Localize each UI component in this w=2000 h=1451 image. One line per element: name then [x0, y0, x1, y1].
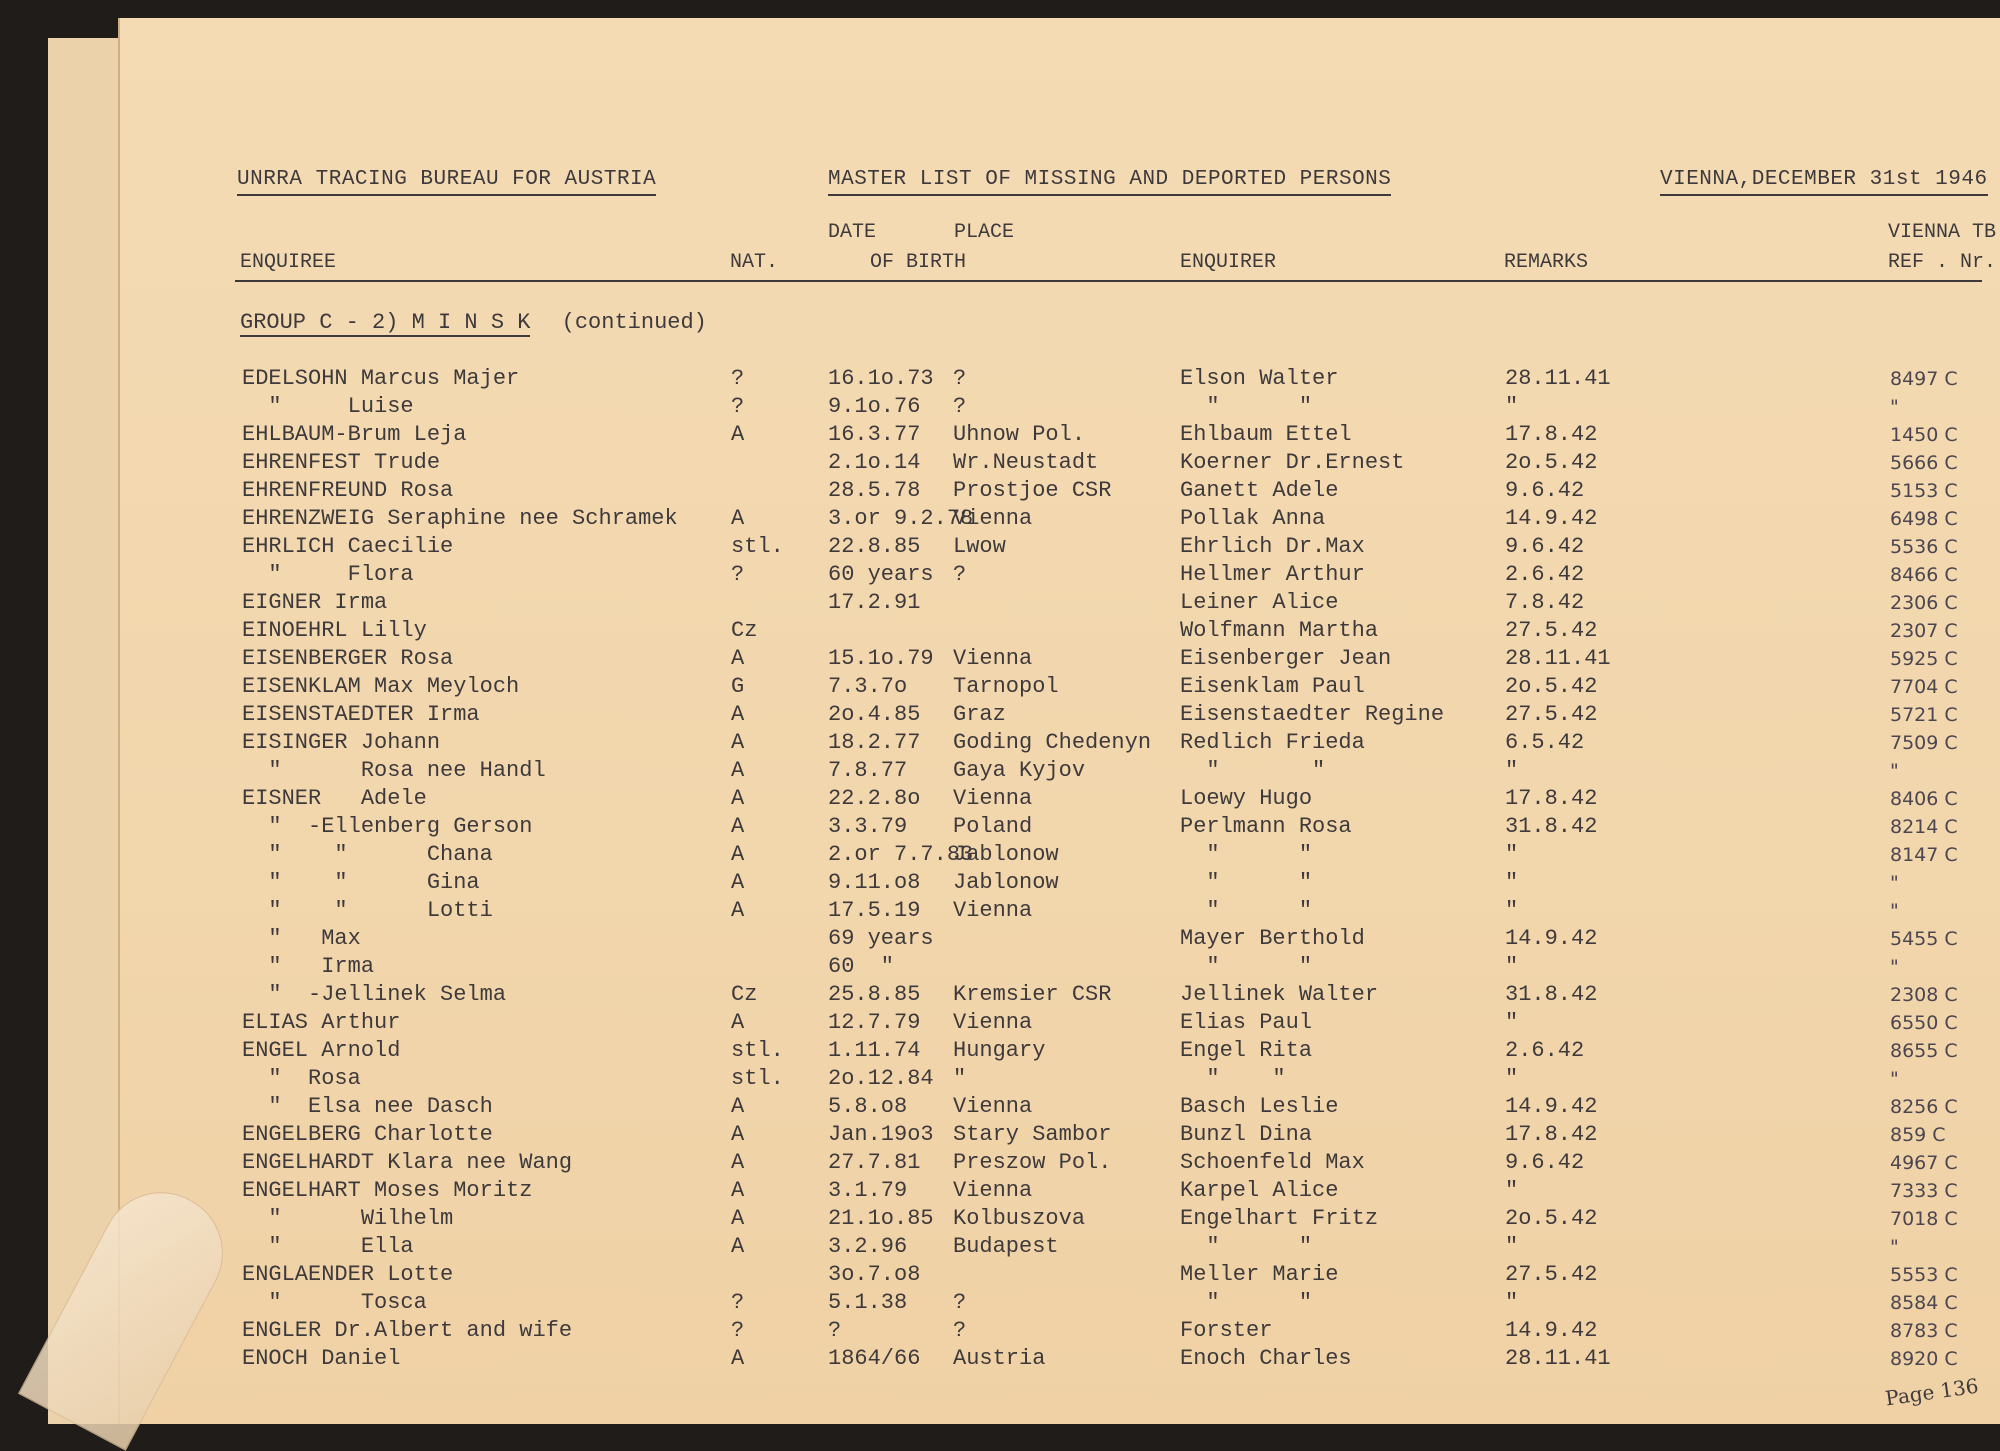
ref-number-cell: 7509 C	[1890, 732, 1958, 754]
remarks-cell: 14.9.42	[1505, 1094, 1598, 1119]
birth-place-cell: ?	[953, 394, 967, 419]
enquirer-cell: Perlmann Rosa	[1180, 814, 1352, 839]
enquiree-cell: " Irma	[242, 954, 375, 979]
birth-place-cell: Austria	[953, 1346, 1046, 1371]
column-ref-1: VIENNA TB	[1888, 221, 1997, 244]
birth-date-cell: 5.1.38	[828, 1290, 908, 1315]
column-of-birth: OF BIRTH	[870, 251, 967, 274]
list-item	[120, 617, 2000, 645]
list-item	[120, 813, 2000, 841]
nationality-cell: stl.	[731, 1038, 784, 1063]
remarks-cell: 31.8.42	[1505, 814, 1598, 839]
enquirer-cell: Forster	[1180, 1318, 1273, 1343]
enquiree-cell: EHRENZWEIG Seraphine nee Schramek	[242, 506, 678, 531]
remarks-cell: 9.6.42	[1505, 478, 1585, 503]
birth-date-cell: 7.3.7o	[828, 674, 908, 699]
enquiree-cell: ENGLAENDER Lotte	[242, 1262, 454, 1287]
birth-date-cell: 2o.12.84	[828, 1066, 934, 1091]
location-date: VIENNA,DECEMBER 31st 1946	[1660, 168, 1988, 191]
remarks-cell: 14.9.42	[1505, 1318, 1598, 1343]
ref-number-cell: 1450 C	[1890, 424, 1958, 446]
nationality-cell: ?	[731, 394, 745, 419]
remarks-cell: 2o.5.42	[1505, 1206, 1598, 1231]
nationality-cell: A	[731, 506, 745, 531]
ref-number-cell: 5925 C	[1890, 648, 1958, 670]
birth-place-cell: Jablonow	[953, 870, 1059, 895]
birth-place-cell: Goding Chedenyn	[953, 730, 1152, 755]
birth-date-cell: 28.5.78	[828, 478, 921, 503]
ref-number-cell: 8783 C	[1890, 1320, 1958, 1342]
remarks-cell: 17.8.42	[1505, 786, 1598, 811]
remarks-cell: "	[1505, 394, 1519, 419]
birth-place-cell: "	[953, 1066, 967, 1091]
ref-number-cell: 2306 C	[1890, 592, 1958, 614]
enquirer-cell: Koerner Dr.Ernest	[1180, 450, 1405, 475]
birth-date-cell: 3.1.79	[828, 1178, 908, 1203]
list-item	[120, 645, 2000, 673]
birth-place-cell: Lwow	[953, 534, 1006, 559]
enquirer-cell: Jellinek Walter	[1180, 982, 1379, 1007]
birth-place-cell: Vienna	[953, 1094, 1033, 1119]
ref-number-cell: "	[1890, 1236, 1899, 1258]
enquirer-cell: Karpel Alice	[1180, 1178, 1339, 1203]
enquirer-cell: Eisenklam Paul	[1180, 674, 1365, 699]
birth-place-cell: Vienna	[953, 1010, 1033, 1035]
birth-place-cell: Vienna	[953, 646, 1033, 671]
nationality-cell: A	[731, 730, 745, 755]
remarks-cell: 14.9.42	[1505, 926, 1598, 951]
enquiree-cell: " " Chana	[242, 842, 493, 867]
birth-place-cell: Prostjoe CSR	[953, 478, 1112, 503]
enquirer-cell: " "	[1180, 842, 1313, 867]
enquirer-cell: Loewy Hugo	[1180, 786, 1313, 811]
birth-date-cell: 17.2.91	[828, 590, 921, 615]
list-item	[120, 561, 2000, 589]
birth-place-cell: Kremsier CSR	[953, 982, 1112, 1007]
birth-date-cell: 18.2.77	[828, 730, 921, 755]
enquiree-cell: EISNER Adele	[242, 786, 427, 811]
birth-date-cell: 17.5.19	[828, 898, 921, 923]
enquirer-cell: " "	[1180, 1290, 1313, 1315]
list-item	[120, 1205, 2000, 1233]
enquirer-cell: Engelhart Fritz	[1180, 1206, 1379, 1231]
enquiree-cell: " " Lotti	[242, 898, 493, 923]
enquiree-cell: " Flora	[242, 562, 414, 587]
nationality-cell: A	[731, 1234, 745, 1259]
ref-number-cell: "	[1890, 396, 1899, 418]
remarks-cell: 27.5.42	[1505, 618, 1598, 643]
remarks-cell: 14.9.42	[1505, 506, 1598, 531]
nationality-cell: A	[731, 1178, 745, 1203]
enquiree-cell: ELIAS Arthur	[242, 1010, 401, 1035]
list-item	[120, 477, 2000, 505]
enquiree-cell: " -Jellinek Selma	[242, 982, 507, 1007]
enquiree-cell: " Luise	[242, 394, 414, 419]
nationality-cell: A	[731, 898, 745, 923]
birth-place-cell: Hungary	[953, 1038, 1046, 1063]
nationality-cell: A	[731, 702, 745, 727]
remarks-cell: 9.6.42	[1505, 1150, 1585, 1175]
remarks-cell: 2.6.42	[1505, 562, 1585, 587]
list-item	[120, 1317, 2000, 1345]
enquiree-cell: " Ella	[242, 1234, 414, 1259]
nationality-cell: A	[731, 1150, 745, 1175]
list-item	[120, 841, 2000, 869]
ref-number-cell: 8147 C	[1890, 844, 1958, 866]
enquiree-cell: EHLBAUM-Brum Leja	[242, 422, 467, 447]
nationality-cell: A	[731, 1094, 745, 1119]
ref-number-cell: 5455 C	[1890, 928, 1958, 950]
birth-place-cell: ?	[953, 366, 967, 391]
enquirer-cell: " "	[1180, 898, 1313, 923]
birth-place-cell: Budapest	[953, 1234, 1059, 1259]
birth-date-cell: 9.11.o8	[828, 870, 921, 895]
remarks-cell: "	[1505, 898, 1519, 923]
enquiree-cell: EDELSOHN Marcus Majer	[242, 366, 520, 391]
birth-date-cell: 9.1o.76	[828, 394, 921, 419]
remarks-cell: 2o.5.42	[1505, 450, 1598, 475]
birth-date-cell: 3o.7.o8	[828, 1262, 921, 1287]
birth-date-cell: 15.1o.79	[828, 646, 934, 671]
enquiree-cell: ENGELBERG Charlotte	[242, 1122, 493, 1147]
birth-date-cell: 5.8.o8	[828, 1094, 908, 1119]
enquirer-cell: Enoch Charles	[1180, 1346, 1352, 1371]
enquirer-cell: Ganett Adele	[1180, 478, 1339, 503]
enquiree-cell: EISINGER Johann	[242, 730, 441, 755]
enquirer-cell: Eisenstaedter Regine	[1180, 702, 1445, 727]
list-item	[120, 393, 2000, 421]
list-item	[120, 1093, 2000, 1121]
enquiree-cell: " Elsa nee Dasch	[242, 1094, 493, 1119]
enquirer-cell: Leiner Alice	[1180, 590, 1339, 615]
enquiree-cell: EHRENFEST Trude	[242, 450, 441, 475]
ref-number-cell: 859 C	[1890, 1124, 1946, 1146]
birth-place-cell: Jablonow	[953, 842, 1059, 867]
birth-date-cell: Jan.19o3	[828, 1122, 934, 1147]
nationality-cell: A	[731, 758, 745, 783]
ref-number-cell: 8466 C	[1890, 564, 1958, 586]
ref-number-cell: 2307 C	[1890, 620, 1958, 642]
list-item	[120, 757, 2000, 785]
ref-number-cell: 7333 C	[1890, 1180, 1958, 1202]
birth-date-cell: 22.8.85	[828, 534, 921, 559]
enquirer-cell: Mayer Berthold	[1180, 926, 1365, 951]
remarks-cell: 31.8.42	[1505, 982, 1598, 1007]
birth-place-cell: Vienna	[953, 506, 1033, 531]
list-item	[120, 1009, 2000, 1037]
enquirer-cell: Pollak Anna	[1180, 506, 1326, 531]
enquiree-cell: ENGELHART Moses Moritz	[242, 1178, 533, 1203]
birth-place-cell: Vienna	[953, 786, 1033, 811]
remarks-cell: 17.8.42	[1505, 1122, 1598, 1147]
list-item	[120, 673, 2000, 701]
nationality-cell: A	[731, 870, 745, 895]
enquiree-cell: " Wilhelm	[242, 1206, 454, 1231]
ref-number-cell: 8584 C	[1890, 1292, 1958, 1314]
enquirer-cell: " "	[1180, 758, 1326, 783]
ref-number-cell: 5721 C	[1890, 704, 1958, 726]
column-enquirer: ENQUIRER	[1180, 251, 1277, 274]
enquirer-cell: Schoenfeld Max	[1180, 1150, 1365, 1175]
birth-date-cell: 12.7.79	[828, 1010, 921, 1035]
enquiree-cell: " Tosca	[242, 1290, 427, 1315]
birth-date-cell: 16.3.77	[828, 422, 921, 447]
birth-place-cell: Vienna	[953, 1178, 1033, 1203]
remarks-cell: 28.11.41	[1505, 646, 1611, 671]
remarks-cell: 27.5.42	[1505, 1262, 1598, 1287]
list-item	[120, 589, 2000, 617]
enquirer-cell: " "	[1180, 394, 1313, 419]
remarks-cell: 9.6.42	[1505, 534, 1585, 559]
birth-place-cell: Gaya Kyjov	[953, 758, 1086, 783]
column-ref-2: REF . Nr.	[1888, 251, 1997, 274]
ref-number-cell: 8406 C	[1890, 788, 1958, 810]
enquirer-cell: Elson Walter	[1180, 366, 1339, 391]
birth-date-cell: 1864/66	[828, 1346, 921, 1371]
remarks-cell: "	[1505, 954, 1519, 979]
ref-number-cell: 5536 C	[1890, 536, 1958, 558]
list-item	[120, 1065, 2000, 1093]
birth-date-cell: 60 years	[828, 562, 934, 587]
birth-place-cell: Tarnopol	[953, 674, 1059, 699]
enquirer-cell: Engel Rita	[1180, 1038, 1313, 1063]
ref-number-cell: 8497 C	[1890, 368, 1958, 390]
nationality-cell: ?	[731, 1290, 745, 1315]
enquiree-cell: ENOCH Daniel	[242, 1346, 401, 1371]
nationality-cell: Cz	[731, 618, 758, 643]
nationality-cell: G	[731, 674, 745, 699]
enquirer-cell: Ehlbaum Ettel	[1180, 422, 1352, 447]
ref-number-cell: 8920 C	[1890, 1348, 1958, 1370]
list-title: MASTER LIST OF MISSING AND DEPORTED PERSONS	[828, 168, 1391, 191]
birth-date-cell: ?	[828, 1318, 842, 1343]
enquirer-cell: Basch Leslie	[1180, 1094, 1339, 1119]
ref-number-cell: 8214 C	[1890, 816, 1958, 838]
header-rule	[235, 280, 1982, 282]
list-item	[120, 533, 2000, 561]
nationality-cell: stl.	[731, 1066, 784, 1091]
ref-number-cell: 5553 C	[1890, 1264, 1958, 1286]
column-date: DATE	[828, 221, 877, 244]
nationality-cell: A	[731, 786, 745, 811]
remarks-cell: 28.11.41	[1505, 1346, 1611, 1371]
ref-number-cell: 8256 C	[1890, 1096, 1958, 1118]
entries-list	[120, 365, 2000, 1373]
birth-place-cell: Uhnow Pol.	[953, 422, 1086, 447]
list-item	[120, 1289, 2000, 1317]
nationality-cell: stl.	[731, 534, 784, 559]
list-item	[120, 897, 2000, 925]
list-item	[120, 421, 2000, 449]
list-item	[120, 869, 2000, 897]
list-item	[120, 701, 2000, 729]
remarks-cell: "	[1505, 1066, 1519, 1091]
remarks-cell: "	[1505, 1178, 1519, 1203]
enquirer-cell: Hellmer Arthur	[1180, 562, 1365, 587]
group-heading: GROUP C - 2) M I N S K (continued)	[240, 310, 707, 335]
ref-number-cell: "	[1890, 760, 1899, 782]
birth-date-cell: 69 years	[828, 926, 934, 951]
list-item	[120, 1149, 2000, 1177]
nationality-cell: A	[731, 1346, 745, 1371]
remarks-cell: "	[1505, 1290, 1519, 1315]
enquiree-cell: EISENKLAM Max Meyloch	[242, 674, 520, 699]
ref-number-cell: 8655 C	[1890, 1040, 1958, 1062]
birth-date-cell: 16.1o.73	[828, 366, 934, 391]
column-nat: NAT.	[730, 251, 779, 274]
ref-number-cell: "	[1890, 956, 1899, 978]
enquiree-cell: EHRENFREUND Rosa	[242, 478, 454, 503]
ref-number-cell: 5153 C	[1890, 480, 1958, 502]
remarks-cell: "	[1505, 1010, 1519, 1035]
nationality-cell: A	[731, 646, 745, 671]
list-item	[120, 1233, 2000, 1261]
enquirer-cell: Redlich Frieda	[1180, 730, 1365, 755]
enquiree-cell: " Rosa nee Handl	[242, 758, 546, 783]
birth-place-cell: Poland	[953, 814, 1033, 839]
enquirer-cell: Wolfmann Martha	[1180, 618, 1379, 643]
ref-number-cell: "	[1890, 872, 1899, 894]
remarks-cell: 27.5.42	[1505, 702, 1598, 727]
enquirer-cell: Elias Paul	[1180, 1010, 1313, 1035]
column-place: PLACE	[954, 221, 1015, 244]
birth-date-cell: 25.8.85	[828, 982, 921, 1007]
bureau-title: UNRRA TRACING BUREAU FOR AUSTRIA	[237, 168, 656, 191]
enquirer-cell: Bunzl Dina	[1180, 1122, 1313, 1147]
nationality-cell: ?	[731, 366, 745, 391]
list-item	[120, 1345, 2000, 1373]
remarks-cell: 7.8.42	[1505, 590, 1585, 615]
remarks-cell: 6.5.42	[1505, 730, 1585, 755]
enquirer-cell: " "	[1180, 1234, 1313, 1259]
birth-date-cell: 3.3.79	[828, 814, 908, 839]
birth-place-cell: Vienna	[953, 898, 1033, 923]
column-enquiree: ENQUIREE	[240, 251, 337, 274]
birth-place-cell: Wr.Neustadt	[953, 450, 1099, 475]
list-item	[120, 953, 2000, 981]
birth-date-cell: 1.11.74	[828, 1038, 921, 1063]
enquiree-cell: " Max	[242, 926, 361, 951]
nationality-cell: A	[731, 1122, 745, 1147]
birth-date-cell: 7.8.77	[828, 758, 908, 783]
remarks-cell: "	[1505, 842, 1519, 867]
list-item	[120, 925, 2000, 953]
nationality-cell: A	[731, 842, 745, 867]
ref-number-cell: "	[1890, 900, 1899, 922]
nationality-cell: Cz	[731, 982, 758, 1007]
enquiree-cell: EIGNER Irma	[242, 590, 388, 615]
enquirer-cell: " "	[1180, 954, 1313, 979]
column-remarks: REMARKS	[1504, 251, 1589, 274]
birth-date-cell: 3.2.96	[828, 1234, 908, 1259]
list-item	[120, 1121, 2000, 1149]
enquiree-cell: ENGLER Dr.Albert and wife	[242, 1318, 573, 1343]
ref-number-cell: 6550 C	[1890, 1012, 1958, 1034]
enquiree-cell: EISENBERGER Rosa	[242, 646, 454, 671]
nationality-cell: A	[731, 1206, 745, 1231]
birth-place-cell: ?	[953, 1318, 967, 1343]
enquiree-cell: ENGEL Arnold	[242, 1038, 401, 1063]
birth-place-cell: Stary Sambor	[953, 1122, 1112, 1147]
page-number: Page 136	[1883, 1373, 1980, 1411]
list-item	[120, 1037, 2000, 1065]
enquirer-cell: Meller Marie	[1180, 1262, 1339, 1287]
ref-number-cell: 5666 C	[1890, 452, 1958, 474]
ref-number-cell: 7704 C	[1890, 676, 1958, 698]
document-page	[118, 18, 2000, 1424]
list-item	[120, 729, 2000, 757]
birth-date-cell: 2o.4.85	[828, 702, 921, 727]
ref-number-cell: "	[1890, 1068, 1899, 1090]
remarks-cell: "	[1505, 758, 1519, 783]
nationality-cell: A	[731, 814, 745, 839]
birth-date-cell: 27.7.81	[828, 1150, 921, 1175]
enquirer-cell: " "	[1180, 870, 1313, 895]
nationality-cell: A	[731, 1010, 745, 1035]
list-item	[120, 981, 2000, 1009]
enquiree-cell: " Rosa	[242, 1066, 361, 1091]
list-item	[120, 505, 2000, 533]
enquirer-cell: Eisenberger Jean	[1180, 646, 1392, 671]
enquiree-cell: " -Ellenberg Gerson	[242, 814, 533, 839]
birth-date-cell: 60 "	[828, 954, 895, 979]
list-item	[120, 449, 2000, 477]
nationality-cell: ?	[731, 1318, 745, 1343]
nationality-cell: ?	[731, 562, 745, 587]
birth-date-cell: 21.1o.85	[828, 1206, 934, 1231]
list-item	[120, 1261, 2000, 1289]
ref-number-cell: 6498 C	[1890, 508, 1958, 530]
list-item	[120, 1177, 2000, 1205]
list-item	[120, 785, 2000, 813]
birth-place-cell: ?	[953, 562, 967, 587]
enquiree-cell: ENGELHARDT Klara nee Wang	[242, 1150, 573, 1175]
birth-date-cell: 2.or 7.7.83	[828, 842, 974, 867]
enquiree-cell: " " Gina	[242, 870, 480, 895]
enquiree-cell: EISENSTAEDTER Irma	[242, 702, 480, 727]
birth-date-cell: 2.1o.14	[828, 450, 921, 475]
enquirer-cell: " "	[1180, 1066, 1286, 1091]
nationality-cell: A	[731, 422, 745, 447]
birth-place-cell: Preszow Pol.	[953, 1150, 1112, 1175]
enquirer-cell: Ehrlich Dr.Max	[1180, 534, 1365, 559]
remarks-cell: 17.8.42	[1505, 422, 1598, 447]
list-item	[120, 365, 2000, 393]
remarks-cell: 2.6.42	[1505, 1038, 1585, 1063]
remarks-cell: "	[1505, 1234, 1519, 1259]
ref-number-cell: 7018 C	[1890, 1208, 1958, 1230]
birth-place-cell: Kolbuszova	[953, 1206, 1086, 1231]
birth-place-cell: ?	[953, 1290, 967, 1315]
ref-number-cell: 4967 C	[1890, 1152, 1958, 1174]
remarks-cell: 2o.5.42	[1505, 674, 1598, 699]
birth-date-cell: 3.or 9.2.78	[828, 506, 974, 531]
birth-place-cell: Graz	[953, 702, 1006, 727]
remarks-cell: 28.11.41	[1505, 366, 1611, 391]
remarks-cell: "	[1505, 870, 1519, 895]
enquiree-cell: EHRLICH Caecilie	[242, 534, 454, 559]
birth-date-cell: 22.2.8o	[828, 786, 921, 811]
enquiree-cell: EINOEHRL Lilly	[242, 618, 427, 643]
ref-number-cell: 2308 C	[1890, 984, 1958, 1006]
